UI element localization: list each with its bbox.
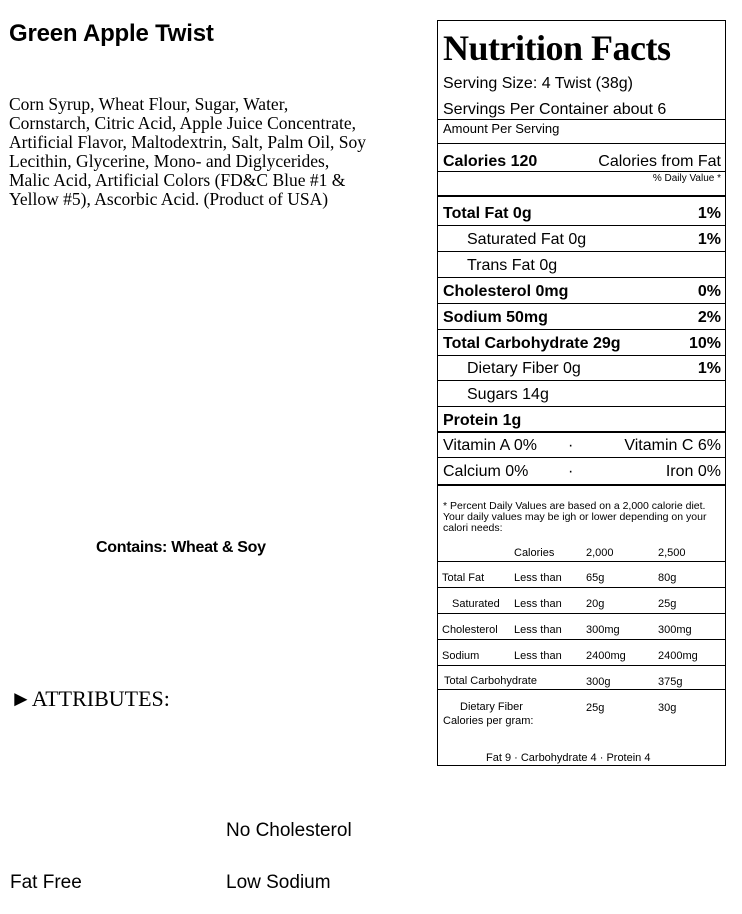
divider — [438, 689, 725, 690]
attribute-low-sodium: Low Sodium — [226, 872, 331, 893]
divider — [438, 380, 725, 381]
calories: Calories 120 — [443, 153, 538, 170]
divider — [438, 665, 725, 666]
daily-value-header: % Daily Value * — [652, 173, 721, 184]
divider — [438, 329, 725, 330]
product-title: Green Apple Twist — [9, 20, 214, 47]
divider — [438, 251, 725, 252]
dv-header-2000: 2,000 — [586, 547, 614, 559]
servings-per-container: Servings Per Container about 6 — [443, 101, 667, 118]
dv-row-2000: 25g — [586, 702, 605, 714]
amount-per-serving: Amount Per Serving — [443, 121, 560, 136]
dv-row-2000: 300mg — [586, 624, 620, 636]
divider — [438, 431, 725, 433]
iron: Iron 0% — [665, 463, 721, 480]
dv-row-2500: 300mg — [658, 624, 692, 636]
nutrient-total-carbohydrate-pct: 10% — [688, 335, 721, 352]
dv-row-2500: 30g — [658, 702, 677, 714]
serving-size: Serving Size: 4 Twist (38g) — [443, 75, 634, 92]
dv-row-label: Sodium — [442, 650, 480, 662]
nutrient-total-carbohydrate: Total Carbohydrate 29g — [443, 335, 621, 352]
nutrition-facts-heading: Nutrition Facts — [443, 28, 671, 68]
nutrient-sugars: Sugars 14g — [467, 386, 549, 403]
calcium: Calcium 0% — [443, 463, 529, 480]
dv-row-label: Saturated — [452, 598, 500, 610]
divider — [438, 119, 725, 120]
divider — [438, 639, 725, 640]
dv-row-2500: 80g — [658, 572, 677, 584]
nutrient-dietary-fiber: Dietary Fiber 0g — [467, 360, 581, 377]
dv-row-label: Total Fat — [442, 572, 485, 584]
dv-row-2000: 65g — [586, 572, 605, 584]
divider — [438, 277, 725, 278]
dv-row-qualifier: Less than — [514, 572, 562, 584]
divider — [438, 561, 725, 562]
nutrient-sodium-pct: 2% — [697, 309, 721, 326]
dv-row-qualifier: Less than — [514, 650, 562, 662]
vitamin-a: Vitamin A 0% — [443, 437, 537, 454]
separator-dot: · — [568, 463, 574, 480]
divider — [438, 171, 725, 172]
calories-per-gram-label: Calories per gram: — [443, 715, 534, 727]
dv-row-label: Cholesterol — [442, 624, 498, 636]
attribute-no-cholesterol: No Cholesterol — [226, 820, 352, 841]
calories-per-gram-values: Fat 9 · Carbohydrate 4 · Protein 4 — [486, 752, 651, 764]
dv-header-calories: Calories — [514, 547, 555, 559]
divider — [438, 195, 725, 197]
nutrient-protein: Protein 1g — [443, 412, 522, 429]
nutrient-cholesterol-pct: 0% — [697, 283, 721, 300]
dv-row-qualifier: Less than — [514, 624, 562, 636]
divider — [438, 406, 725, 407]
dv-row-2000: 300g — [586, 676, 611, 688]
nutrient-saturated-fat-pct: 1% — [697, 231, 721, 248]
nutrient-saturated-fat: Saturated Fat 0g — [467, 231, 587, 248]
divider — [438, 225, 725, 226]
divider — [438, 587, 725, 588]
divider — [438, 484, 725, 486]
dv-row-2500: 2400mg — [658, 650, 698, 662]
dv-header-2500: 2,500 — [658, 547, 686, 559]
nutrition-facts-panel — [437, 20, 726, 766]
attribute-fat-free: Fat Free — [10, 872, 82, 893]
separator-dot: · — [568, 437, 574, 454]
divider — [438, 613, 725, 614]
calories-from-fat: Calories from Fat — [598, 153, 721, 170]
dv-row-label: Dietary Fiber — [460, 701, 523, 713]
nutrient-total-fat-pct: 1% — [697, 205, 721, 222]
dv-row-2000: 20g — [586, 598, 605, 610]
ingredients-text: Corn Syrup, Wheat Flour, Sugar, Water, Cornstarch, Citric Acid, Apple Juice Concentrate, Artificial Flavor, Maltodextrin, Salt, Palm Oil, Soy Lecithin, Glycerine, Mono- and Diglycerides, Malic Acid, Artificial Colors (FD&C Blue #1 & Yellow #5), Ascorbic Acid. (Product of USA) — [9, 94, 367, 209]
vitamin-c: Vitamin C 6% — [624, 437, 721, 454]
divider — [438, 143, 725, 144]
daily-value-footnote: * Percent Daily Values are based on a 2,000 calorie diet. Your daily values may be igh or lower depending on your calori needs: — [443, 500, 707, 534]
nutrient-dietary-fiber-pct: 1% — [697, 360, 721, 377]
dv-row-2500: 25g — [658, 598, 677, 610]
dv-row-2500: 375g — [658, 676, 683, 688]
nutrient-total-fat: Total Fat 0g — [443, 205, 532, 222]
nutrient-cholesterol: Cholesterol 0mg — [443, 283, 569, 300]
dv-row-label: Total Carbohydrate — [444, 675, 537, 687]
dv-row-qualifier: Less than — [514, 598, 562, 610]
divider — [438, 457, 725, 458]
attributes-heading: ►ATTRIBUTES: — [10, 686, 170, 711]
nutrient-sodium: Sodium 50mg — [443, 309, 548, 326]
allergen-statement: Contains: Wheat & Soy — [96, 539, 266, 556]
divider — [438, 355, 725, 356]
nutrient-trans-fat: Trans Fat 0g — [467, 257, 558, 274]
dv-row-2000: 2400mg — [586, 650, 626, 662]
divider — [438, 303, 725, 304]
